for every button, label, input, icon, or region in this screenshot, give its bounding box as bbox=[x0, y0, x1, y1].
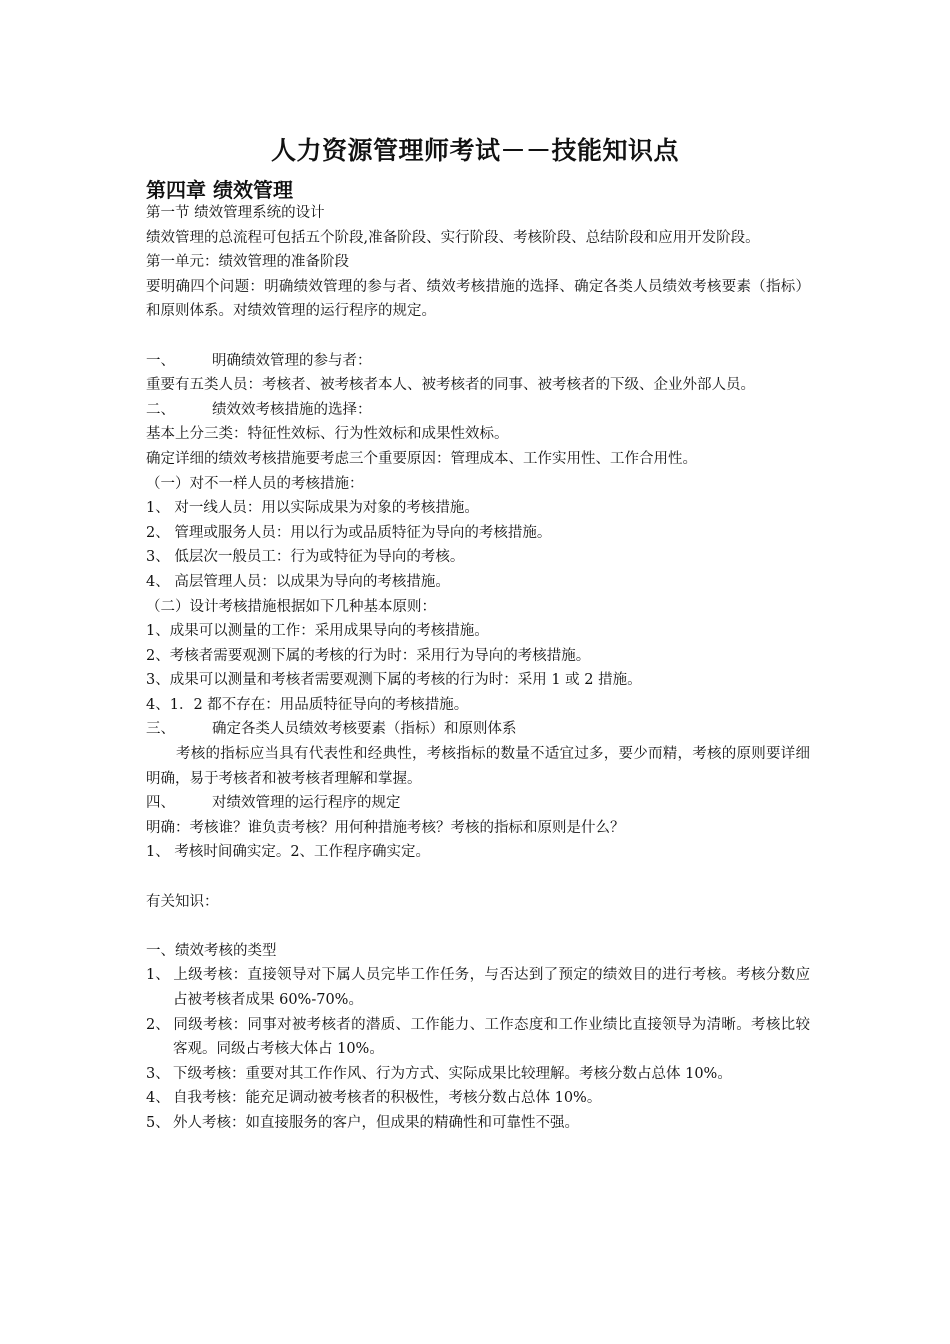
paragraph: 确定详细的绩效考核措施要考虑三个重要原因：管理成本、工作实用性、工作合用性。 bbox=[146, 450, 697, 467]
paragraph: 重要有五类人员：考核者、被考核者本人、被考核者的同事、被考核者的下级、企业外部人员。 bbox=[146, 377, 755, 394]
paragraph: 考核的指标应当具有代表性和经典性，考核指标的数量不适宜过多，要少而精，考核的原则要详细明确，易于考核者和被考核者理解和掌握。 bbox=[146, 746, 810, 787]
heading-text: 绩效效考核措施的选择： bbox=[212, 401, 372, 418]
numbered-heading bbox=[146, 717, 810, 742]
section-heading: 第一节 绩效管理系统的设计 bbox=[146, 205, 325, 221]
item-number: 1、 bbox=[146, 967, 170, 984]
numbered-heading bbox=[146, 349, 810, 374]
list-item: 1、 对一线人员：用以实际成果为对象的考核措施。 bbox=[146, 500, 479, 517]
item-number: 4、 bbox=[146, 1090, 170, 1107]
list-item bbox=[146, 1013, 810, 1062]
document-body bbox=[146, 201, 810, 1136]
sub-heading: 一、绩效考核的类型 bbox=[146, 942, 277, 959]
item-number: 5、 bbox=[146, 1114, 170, 1131]
list-item: 1、成果可以测量的工作：采用成果导向的考核措施。 bbox=[146, 623, 489, 640]
blank-line bbox=[146, 865, 810, 890]
numbered-heading bbox=[146, 791, 810, 816]
heading-number: 三、 bbox=[146, 721, 175, 738]
list-item bbox=[146, 1062, 810, 1087]
heading-number: 四、 bbox=[146, 795, 175, 812]
list-item: 3、成果可以测量和考核者需要观测下属的考核的行为时：采用 1 或 2 措施。 bbox=[146, 672, 642, 689]
sub-heading: （二）设计考核措施根据如下几种基本原则： bbox=[146, 598, 436, 615]
item-text: 外人考核：如直接服务的客户，但成果的精确性和可靠性不强。 bbox=[173, 1114, 579, 1131]
paragraph: 绩效管理的总流程可包括五个阶段,准备阶段、实行阶段、考核阶段、总结阶段和应用开发阶段。 bbox=[146, 229, 760, 246]
list-item bbox=[146, 963, 810, 1012]
heading-text: 明确绩效管理的参与者： bbox=[212, 352, 372, 369]
list-item: 2、 管理或服务人员：用以行为或品质特征为导向的考核措施。 bbox=[146, 524, 552, 541]
item-number: 3、 bbox=[146, 1065, 170, 1082]
sub-heading: （一）对不一样人员的考核措施： bbox=[146, 475, 364, 492]
paragraph: 1、 考核时间确实定。2、工作程序确实定。 bbox=[146, 844, 431, 861]
heading-text: 确定各类人员绩效考核要素（指标）和原则体系 bbox=[212, 721, 517, 738]
item-text: 自我考核：能充足调动被考核者的积极性，考核分数占总体 10%。 bbox=[173, 1090, 602, 1107]
heading-text: 对绩效管理的运行程序的规定 bbox=[212, 795, 401, 812]
blank-line bbox=[146, 914, 810, 939]
list-item: 2、考核者需要观测下属的考核的行为时：采用行为导向的考核措施。 bbox=[146, 647, 591, 664]
list-item: 4、1．2 都不存在：用品质特征导向的考核措施。 bbox=[146, 696, 469, 713]
numbered-heading bbox=[146, 398, 810, 423]
blank-line bbox=[146, 324, 810, 349]
list-item: 3、 低层次一般员工：行为或特征为导向的考核。 bbox=[146, 549, 465, 566]
document-title: 人力资源管理师考试－－技能知识点 bbox=[270, 136, 679, 165]
list-item: 4、 高层管理人员：以成果为导向的考核措施。 bbox=[146, 573, 450, 590]
unit-heading: 第一单元：绩效管理的准备阶段 bbox=[146, 254, 349, 271]
paragraph: 基本上分三类：特征性效标、行为性效标和成果性效标。 bbox=[146, 426, 509, 443]
list-item bbox=[146, 1111, 810, 1136]
item-text: 同级考核：同事对被考核者的潜质、工作能力、工作态度和工作业绩比直接领导为清晰。考核比较客观。同级占考核大体占 10%。 bbox=[173, 1016, 810, 1058]
heading-number: 二、 bbox=[146, 401, 175, 418]
related-knowledge-heading: 有关知识： bbox=[146, 893, 219, 910]
paragraph: 明确：考核谁？谁负责考核？用何种措施考核？考核的指标和原则是什么？ bbox=[146, 819, 625, 836]
item-text: 下级考核：重要对其工作作风、行为方式、实际成果比较理解。考核分数占总体 10%。 bbox=[173, 1065, 732, 1082]
heading-number: 一、 bbox=[146, 352, 175, 369]
paragraph: 要明确四个问题：明确绩效管理的参与者、绩效考核措施的选择、确定各类人员绩效考核要素（指标）和原则体系。对绩效管理的运行程序的规定。 bbox=[146, 278, 810, 320]
item-number: 2、 bbox=[146, 1016, 170, 1033]
chapter-heading: 第四章 绩效管理 bbox=[146, 178, 293, 202]
item-text: 上级考核：直接领导对下属人员完毕工作任务，与否达到了预定的绩效目的进行考核。考核分数应占被考核者成果 60%-70%。 bbox=[173, 967, 810, 1008]
list-item bbox=[146, 1086, 810, 1111]
